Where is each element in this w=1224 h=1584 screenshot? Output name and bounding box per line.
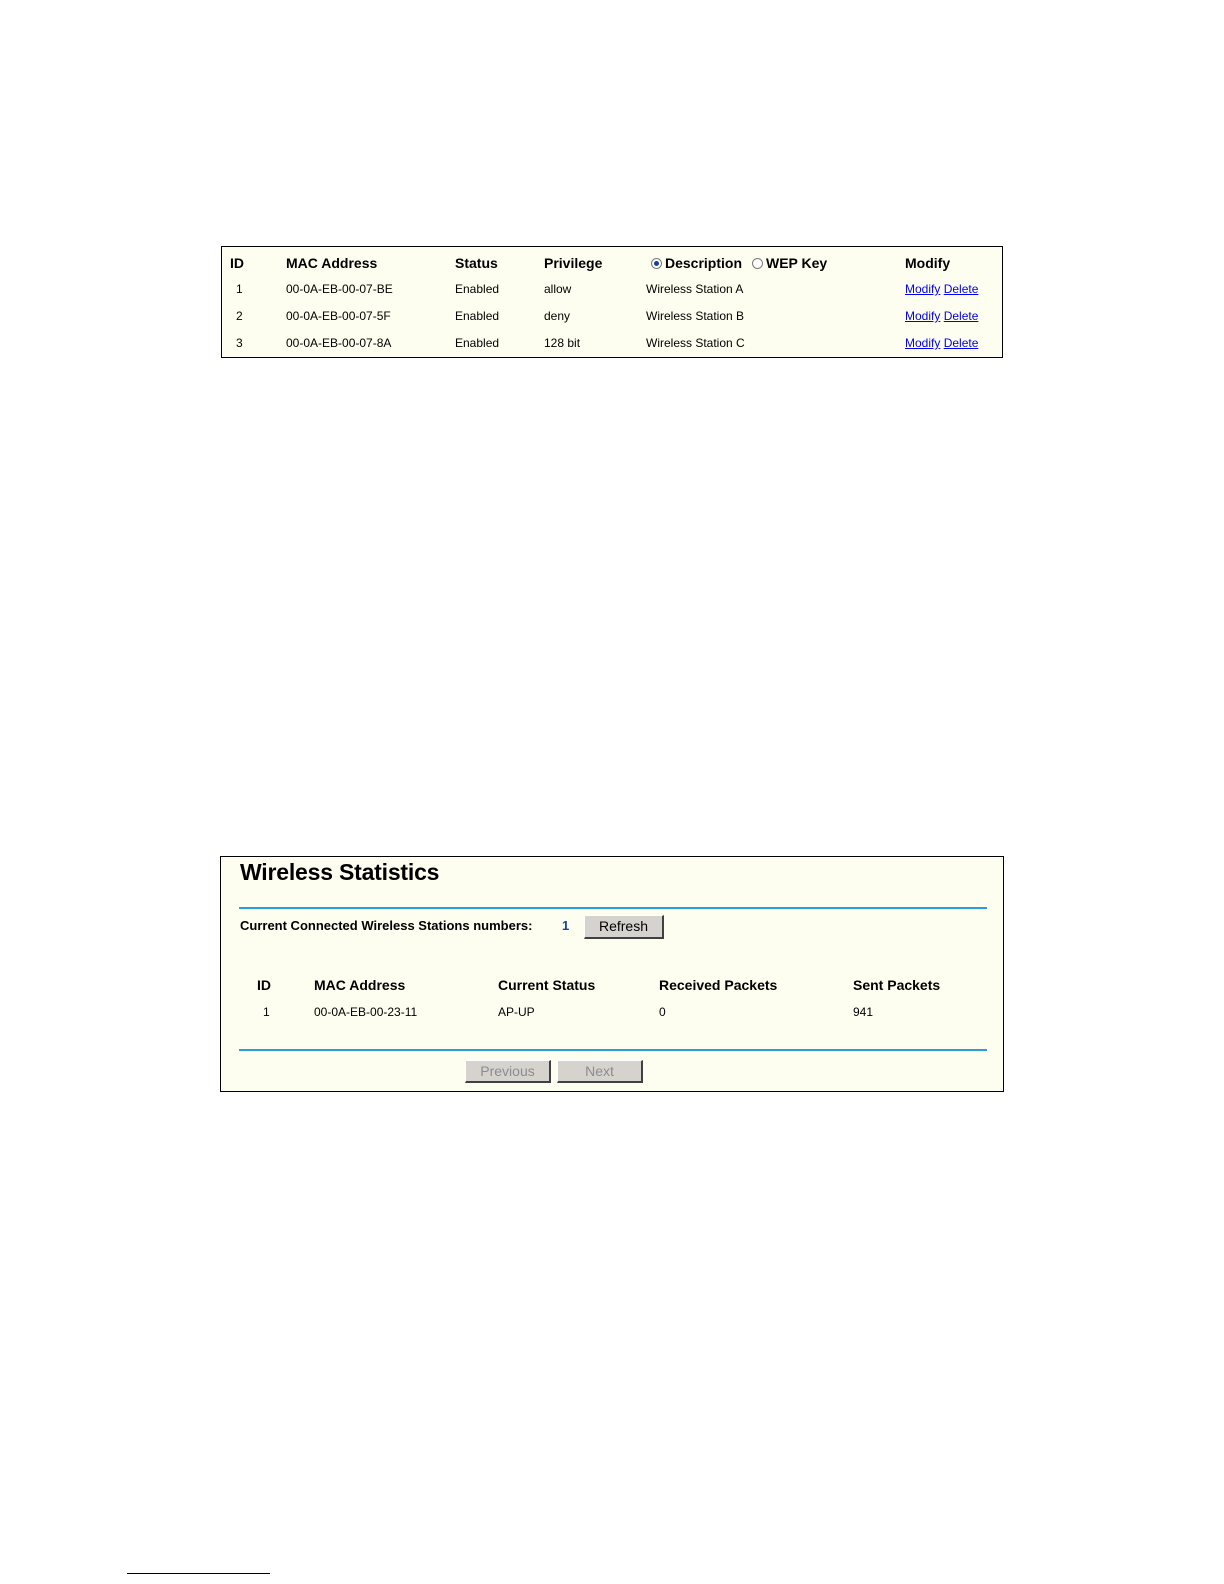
row-mac-address: 00-0A-EB-00-07-5F [286,309,391,323]
bottom-divider [239,1049,987,1051]
wireless-statistics-panel [220,856,1004,1092]
row-status: Enabled [455,282,500,296]
header-id: ID [257,977,271,993]
row-actions [905,306,978,326]
modify-link[interactable]: Modify [905,309,941,323]
modify-link[interactable]: Modify [905,336,941,350]
previous-button[interactable]: Previous [465,1060,551,1083]
top-divider [239,907,987,909]
row-status: Enabled [455,309,500,323]
row-description: Wireless Station C [646,336,745,350]
row-privilege: deny [544,309,571,323]
stats-header-row [221,975,1003,995]
row-mac-address: 00-0A-EB-00-07-BE [286,282,393,296]
row-description: Wireless Station B [646,309,745,323]
row-id: 1 [263,1005,270,1019]
row-description: Wireless Station A [646,282,744,296]
description-radio-option[interactable] [651,253,742,273]
row-current-status: AP-UP [498,1005,535,1019]
delete-link[interactable]: Delete [943,336,979,350]
header-privilege: Privilege [544,255,603,271]
header-mac-address: MAC Address [314,977,406,993]
row-id: 1 [236,282,243,296]
header-id: ID [230,255,244,271]
connected-stations-count: 1 [562,918,570,933]
row-id: 2 [236,309,243,323]
row-status: Enabled [455,336,500,350]
table-row [221,1002,1003,1022]
header-status: Status [455,255,498,271]
delete-link[interactable]: Delete [943,282,979,296]
refresh-button[interactable]: Refresh [584,915,664,939]
delete-link[interactable]: Delete [943,309,979,323]
header-sent-packets: Sent Packets [853,977,941,993]
row-privilege: allow [544,282,572,296]
row-actions [905,279,978,299]
table-row [222,279,1002,299]
header-received-packets: Received Packets [659,977,778,993]
mac-filter-table [221,246,1003,358]
table-row [222,306,1002,326]
header-mac-address: MAC Address [286,255,378,271]
wep-key-radio-label: WEP Key [766,255,828,271]
mac-filter-header-row [222,253,1002,273]
description-radio-label: Description [665,255,743,271]
page-title: Wireless Statistics [240,859,440,885]
footnote-separator [127,1573,270,1574]
row-id: 3 [236,336,243,350]
row-sent-packets: 941 [853,1005,874,1019]
header-current-status: Current Status [498,977,596,993]
row-actions [905,333,978,353]
wep-key-radio-option[interactable] [752,253,827,273]
header-modify: Modify [905,255,951,271]
connected-stations-label: Current Connected Wireless Stations numbers: [240,918,533,933]
table-row [222,333,1002,353]
row-received-packets: 0 [659,1005,666,1019]
row-privilege: 128 bit [544,336,581,350]
description-radio-button[interactable] [651,258,662,269]
modify-link[interactable]: Modify [905,282,941,296]
next-button[interactable]: Next [557,1060,643,1083]
row-mac-address: 00-0A-EB-00-23-11 [314,1005,418,1019]
wep-key-radio-button[interactable] [752,258,763,269]
row-mac-address: 00-0A-EB-00-07-8A [286,336,392,350]
